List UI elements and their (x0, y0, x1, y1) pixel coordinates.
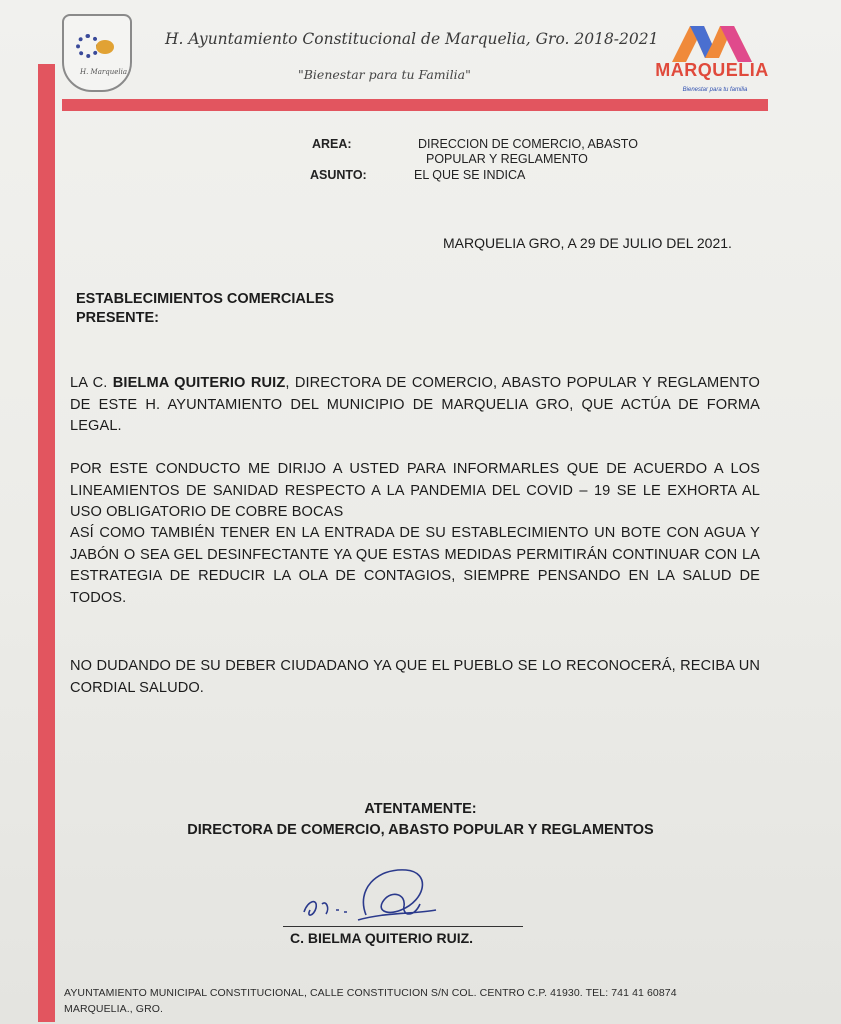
letterhead-title: H. Ayuntamiento Constitucional de Marquelia, Gro. 2018-2021 (165, 30, 659, 48)
director-name: BIELMA QUITERIO RUIZ (112, 375, 286, 391)
signature-line (283, 926, 523, 927)
paragraph-1 (70, 373, 760, 438)
logo-tagline: Bienestar para tu familia (682, 87, 748, 93)
footer-line1: AYUNTAMIENTO MUNICIPAL CONSTITUCIONAL, CALLE CONSTITUCION S/N COL. CENTRO C.P. 41930. TEL: 741 41 60874 (64, 987, 677, 999)
letterhead-slogan: "Bienestar para tu Familia" (298, 67, 471, 82)
letter-date: MARQUELIA GRO, A 29 DE JULIO DEL 2021. (443, 235, 732, 251)
municipal-seal-icon (62, 14, 132, 92)
recipient-line2: PRESENTE: (76, 310, 159, 326)
area-value-line2: POPULAR Y REGLAMENTO (426, 152, 588, 166)
seal-text: H. Marquelia (80, 68, 128, 76)
closing-salutation: ATENTAMENTE: (364, 801, 477, 817)
signatory-name: C. BIELMA QUITERIO RUIZ. (290, 930, 474, 946)
asunto-label: ASUNTO: (310, 168, 367, 182)
area-value-line1: DIRECCION DE COMERCIO, ABASTO (418, 137, 638, 151)
recipient-block (76, 290, 334, 328)
footer-line2: MARQUELIA., GRO. (64, 1003, 164, 1015)
seal-sun-icon (96, 40, 114, 54)
footer-address (64, 985, 677, 1017)
paragraph-2: POR ESTE CONDUCTO ME DIRIJO A USTED PARA INFORMARLES QUE DE ACUERDO A LOS LINEAMIENTOS DE SANIDAD RESPECTO A LA PANDEMIA DEL COVID – 19 SE LE EXHORTA AL USO OBLIGATORIO DE COBRE BOCAS (70, 461, 760, 520)
paragraph-3: ASÍ COMO TAMBIÉN TENER EN LA ENTRADA DE SU ESTABLECIMIENTO UN BOTE CON AGUA Y JABÓN O SEA GEL DESINFECTANTE YA QUE ESTAS MEDIDAS PERMITIRÁN CONTINUAR CON LA ESTRATEGIA DE REDUCIR LA OLA DE CONTAGIOS, SIEMPRE PENSANDO EN LA SALUD DE TODOS. (70, 525, 760, 606)
area-label: AREA: (312, 137, 352, 151)
logo-wordmark: MARQUELIA (655, 60, 769, 80)
paragraph-1-rest: , DIRECTORA DE COMERCIO, ABASTO POPULAR Y REGLAMENTO DE ESTE H. AYUNTAMIENTO DEL MUNICIPIO DE MARQUELIA GRO, QUE ACTÚA DE FORMA LEGAL. (70, 375, 760, 434)
asunto-value: EL QUE SE INDICA (414, 168, 526, 182)
paragraph-1-prefix: LA C. (70, 375, 113, 391)
handwritten-signature-icon (296, 860, 446, 930)
red-header-rule (62, 99, 768, 111)
red-margin-bar (38, 64, 55, 1022)
recipient-line1: ESTABLECIMIENTOS COMERCIALES (76, 291, 335, 307)
closing-title: DIRECTORA DE COMERCIO, ABASTO POPULAR Y REGLAMENTOS (187, 822, 654, 838)
paragraph-4: NO DUDANDO DE SU DEBER CIUDADANO YA QUE EL PUEBLO SE LO RECONOCERÁ, RECIBA UN CORDIAL SALUDO. (70, 658, 760, 696)
